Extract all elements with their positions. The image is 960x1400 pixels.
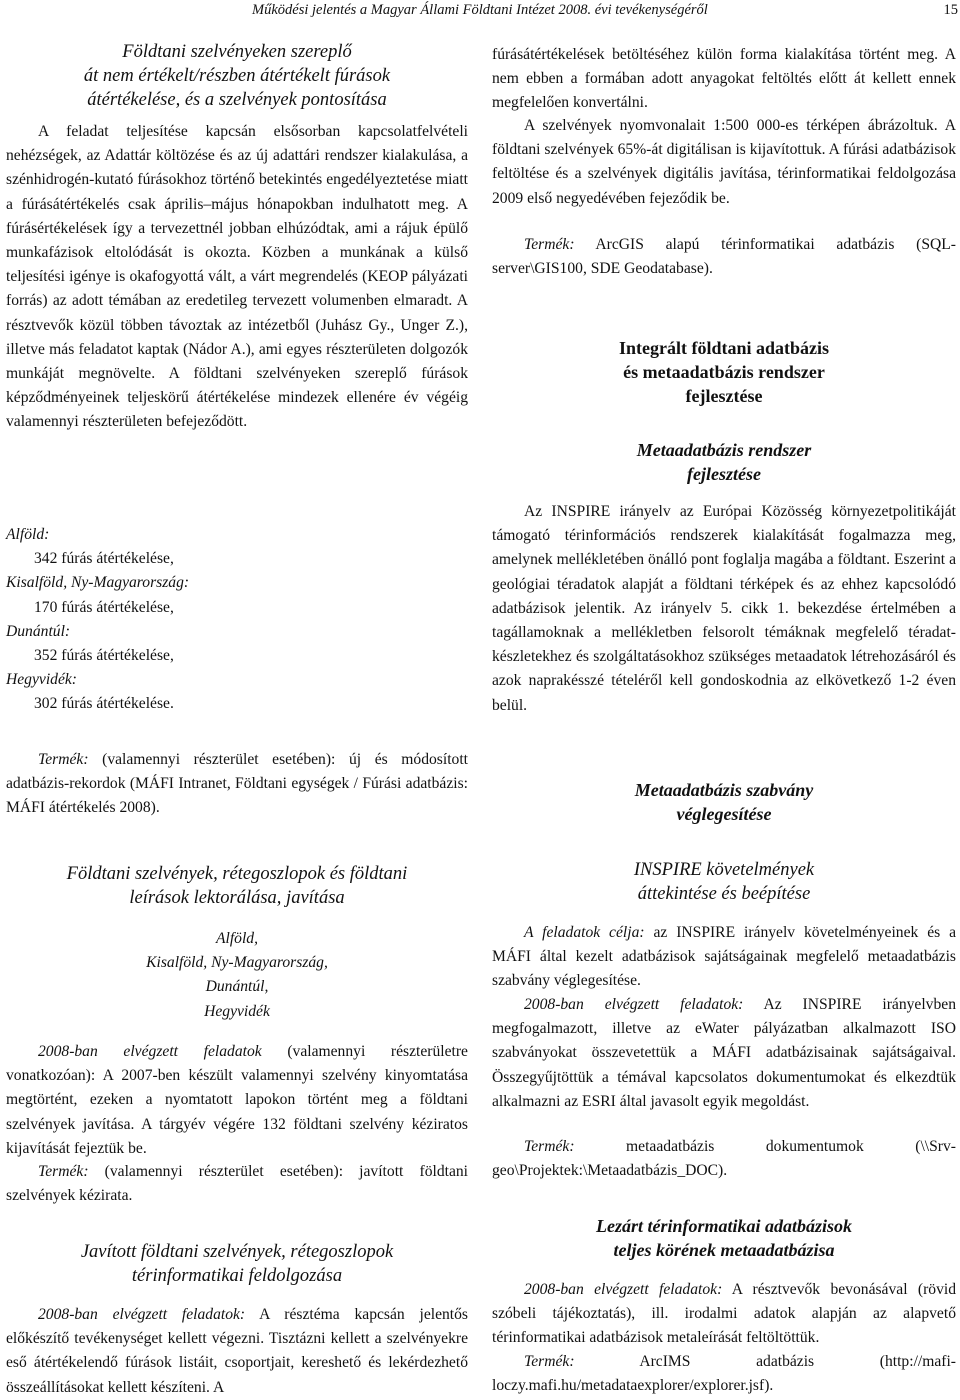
- region-label: Kisalföld, Ny-Magyarország:: [6, 574, 190, 592]
- goal-paragraph: A feladatok célja: az INSPIRE irányelv követelményeinek és a MÁFI által kezelt adatbázisok sajátságainak megfelelő metaadatbázis szabvány véglegesítése.: [492, 924, 956, 990]
- subheading-metadata-system: Metaadatbázis rendszer fejlesztése: [636, 440, 812, 484]
- product-paragraph-5: Termék: ArcIMS adatbázis (http://mafi-loczy.mafi.hu/metadataexplorer/explorer.jsf).: [492, 1353, 956, 1395]
- reevaluation-paragraph: A feladat teljesítése kapcsán elsősorban kapcsolatfelvételi nehézségek, az Adattár költözése és az új adattári rendszer kialakulása, a szénhidrogén-kutató fúrásokhoz történő betekintés engedélyeztetése miatt a fúrásátértékelés csak április–május hónapokban indulhatott meg. A fúrásértékelések így a tervezettnél jobban elhúzódtak, ami a rájuk épülő munkafázisok eltolódását is okozta. Közben a munkának a külső teljesítési igénye is okafogyottá vált, a várt megrendelés (KEOP pályázati forrás) az adott témában az eredetileg tervezett volumenben elmaradt. A résztvevők közül többen távoztak az intézetből (Juhász Gy., Unger Z.), illetve más feladatot kaptak (Nádor A.), ami egyes részterületen dolgozók munkáját megnövelte. A földtani szelvényeken szereplő fúrások képződményeinek teljeskörű átértékelése mindezek ellenére év végéig valamennyi részterületen befejeződött.: [6, 123, 468, 431]
- tasks-paragraph-2: 2008-ban elvégzett feladatok (valamennyi részterületre vonatkozóan): A 2007-ben készült valamennyi szelvény kinyomtatása megtörtént, ezeken a nyomtatott lapokon történt meg a földtani szelvények javítása. A tárgyév végére 132 földtani szelvény kéziratos kijavítását fejeztük be.: [6, 1043, 468, 1157]
- page-number: 15: [943, 2, 958, 18]
- area-list: Alföld, Kisalföld, Ny-Magyarország, Dunántúl, Hegyvidék: [146, 930, 328, 1020]
- region-label: Dunántúl:: [6, 622, 71, 640]
- tasks-paragraph-3: 2008-ban elvégzett feladatok: A résztéma kapcsán jelentős előkészítő tevékenységet kellett végezni. Tisztázni kellett a szelvényekre eső átértékelendő fúrások listáit, csoportjait, kereshető és lekérdezhető összeállításokat kellett készíteni. A: [6, 1306, 468, 1396]
- section-heading-proofreading: Földtani szelvények, rétegoszlopok és földtani leírások lektorálása, javítása: [66, 864, 408, 908]
- product-paragraph-1: Termék: (valamennyi részterület esetében): új és módosított adatbázis-rekordok (MÁFI Intranet, Földtani egységek / Fúrási adatbázis: MÁFI átértékelés 2008).: [6, 751, 468, 817]
- region-list: [6, 523, 468, 717]
- profiles-paragraph: A szelvények nyomvonalait 1:500 000-es térképen ábrázoltuk. A földtani szelvények 65%-át digitálisan is kijavítottuk. A fúrási adatbázisok feltöltése és a szelvények digitális javítása, térinformatikai feldolgozása 2009 első negyedévében fejeződik be.: [492, 117, 956, 207]
- inspire-paragraph: Az INSPIRE irányelv az Európai Közösség környezetpolitikáját támogató térinformációs rendszerek kialakítását fogalmazza meg, amelynek mellékletében önálló pont foglalja magába a földtant. Eszerint a geológiai téradatok alapját a földtani térképek és az ehhez kapcsolódó adatbázisok jelentik. Az irányelv 5. cikk 1. bekezdése értelmében a tagállamoknak a mellékletben felsorolt témáknak megfelelő téradat-készletekhez és szolgáltatásokhoz szükséges metaadatok létrehozásáról és azok naprakésszé tételéről kell gondoskodnia az elkövetkező 1-2 éven belül.: [492, 503, 956, 714]
- tasks-paragraph-5: 2008-ban elvégzett feladatok: A résztvevők bevonásával (rövid szóbeli tájékoztatás), ill. irodalmi adatok alapján az alapvető térinformatikai adatbázisok metaleírását feltöltöttük.: [492, 1281, 957, 1347]
- continued-paragraph: fúrásátértékelések betöltéséhez külön forma kialakítása történt meg. A nem ebben a formában adott anyagokat feltöltés előtt át kellett ennek megfelelően konvertálni.: [492, 46, 956, 112]
- region-value: 170 fúrás átértékelése,: [34, 598, 174, 616]
- product-paragraph-4: Termék: metaadatbázis dokumentumok (\\Srv-geo\Projektek:\Metaadatbázis_DOC).: [492, 1138, 956, 1180]
- running-header: [240, 0, 960, 22]
- section-heading-gis-processing: Javított földtani szelvények, rétegoszlopok térinformatikai feldolgozása: [80, 1242, 394, 1286]
- tasks-paragraph-4: 2008-ban elvégzett feladatok: Az INSPIRE irányelvben megfogalmazott, illetve az eWater pályázatban alkalmazott ISO szabványokat összevetettük a MÁFI adatbázisainak sajátságaival. Összegyűjtöttük a témával kapcsolatos dokumentumokat és elkezdtük alkalmazni az ESRI által javasolt egyik megoldást.: [492, 996, 956, 1110]
- section-heading-integrated-db: Integrált földtani adatbázis és metaadatbázis rendszer fejlesztése: [618, 338, 829, 406]
- product-paragraph-2: Termék: (valamennyi részterület esetében): javított földtani szelvények kézirata.: [6, 1163, 468, 1205]
- subheading-metadata-standard: Metaadatbázis szabvány véglegesítése: [634, 780, 814, 824]
- running-header-title: Működési jelentés a Magyar Állami Földtani Intézet 2008. évi tevékenységéről: [252, 2, 708, 18]
- section-heading-reevaluation: Földtani szelvényeken szereplő át nem értékelt/részben átértékelt fúrások átértékelése, és a szelvények pontosítása: [83, 42, 391, 110]
- region-label: Alföld:: [6, 526, 50, 543]
- region-label: Hegyvidék:: [6, 671, 77, 689]
- subheading-closed-gis-metadata: Lezárt térinformatikai adatbázisok teljes körének metaadatbázisa: [595, 1216, 853, 1260]
- region-value: 352 fúrás átértékelése,: [34, 647, 174, 665]
- region-value: 342 fúrás átértékelése,: [34, 550, 174, 568]
- product-paragraph-gis: Termék: ArcGIS alapú térinformatikai adatbázis (SQL-server\GIS100, SDE Geodatabase).: [492, 236, 956, 278]
- region-value: 302 fúrás átértékelése.: [34, 695, 174, 713]
- subheading-inspire-requirements: INSPIRE követelmények áttekintése és beépítése: [633, 860, 815, 904]
